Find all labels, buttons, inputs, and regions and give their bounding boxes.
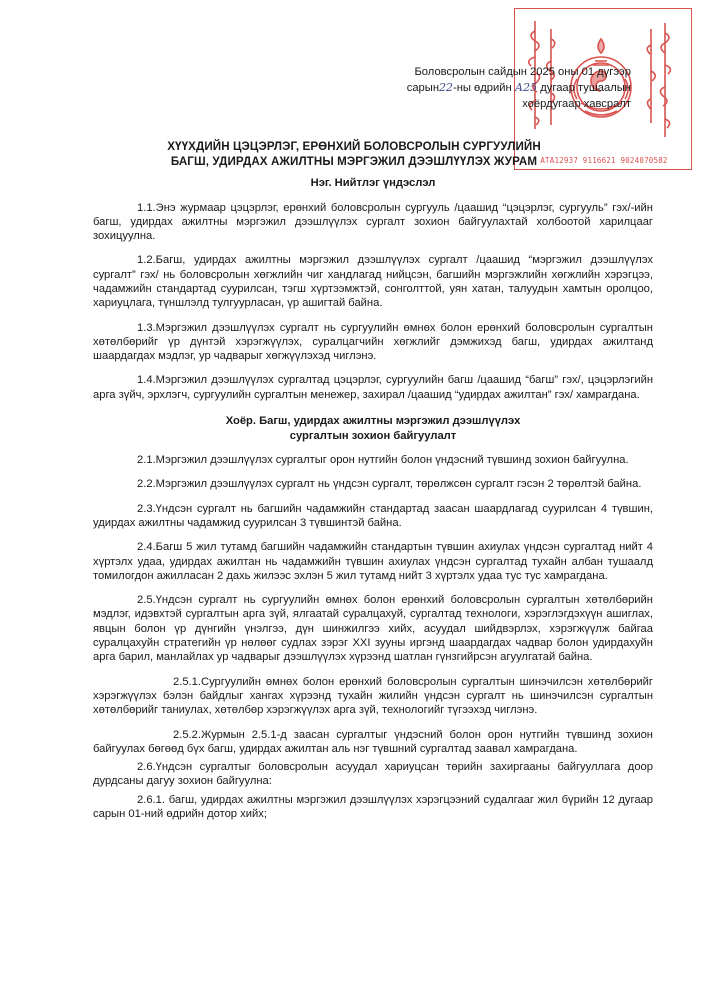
document-title-line1: ХҮҮХДИЙН ЦЭЦЭРЛЭГ, ЕРӨНХИЙ БОЛОВСРОЛЫН СУРГУУЛИЙН (167, 140, 541, 153)
paragraph-1-3: 1.3.Мэргэжил дээшлүүлэх сургалт нь сургуулийн өмнөх болон ерөнхий боловсролын сургалтын хөтөлбөрийг үр дүнтэй хэрэгжүүлэх, суралцагчийн хөгжлийг дэмжихэд багш, удирдах ажилтанд шаардагдах мэдлэг, ур чадварыг хөгжүүлэхэд чиглэнэ. (93, 321, 653, 363)
annex-note-line2 (331, 80, 631, 96)
annex-note-line1: Боловсролын сайдын 2025 оны 01 дүгээр (414, 66, 631, 78)
section-1-heading (93, 176, 653, 191)
section-2-heading-line2: сургалтын зохион байгуулалт (289, 429, 457, 442)
annex-note-line3: хоёрдугаар хавсралт (522, 98, 631, 110)
paragraph-2-5-2: 2.5.2.Журмын 2.5.1-д заасан сургалтыг үндэсний болон орон нутгийн түвшинд зохион байгуулах бөгөөд бүх багш, удирдах ажилтан аль нэг түвшний сургалтад заавал хамрагдана. (93, 728, 653, 755)
annex-note-day-suffix: -ны өдрийн (453, 82, 512, 94)
paragraph-2-5-1: 2.5.1.Сургуулийн өмнөх болон ерөнхий боловсролын сургалтын шинэчилсэн хөтөлбөрийг хэрэгжүүлэх бэлэн байдлыг хангах хүрээнд тухайн жилийн үндсэн сургалт нь шинэчилсэн сургалтын хөтөлбөрийг таниулах, хөтөлбөр хэрэгжүүлэх арга зүй, технологийг түгээхэд чиглэнэ. (93, 675, 653, 717)
paragraph-2-3: 2.3.Үндсэн сургалт нь багшийн чадамжийн стандартад заасан шаардлагад суурилсан 4 түвшин, удирдах ажилтны чадамжид суурилсан 3 түвшинтэй байна. (93, 502, 653, 529)
paragraph-2-6: 2.6.Үндсэн сургалтыг боловсролын асуудал хариуцсан төрийн захиргааны байгууллага доор дурдсаны дагуу зохион байгуулна: (93, 761, 653, 788)
paragraph-2-4: 2.4.Багш 5 жил тутамд багшийн чадамжийн стандартын түвшин ахиулах үндсэн сургалтад нийт 4 хүртэлх удаа, удирдах ажилтан нь чадамжийн түвшин ахиулах үндсэн сургалтад тухайн албан тушаалд томилогдон ажилласан 2 дахь жилээс эхлэн 5 жил тутамд нийт 3 хүртэлх удаа тус тус хамрагдана. (93, 541, 653, 582)
section-2-heading (93, 414, 653, 443)
annex-note-month: сарын (406, 82, 439, 94)
section-2-heading-line1: Хоёр. Багш, удирдах ажилтны мэргэжил дээшлүүлэх (225, 415, 521, 428)
paragraph-2-6-1: 2.6.1. багш, удирдах ажилтны мэргэжил дээшлүүлэх хэрэгцээний судалгааг жил бүрийн 12 дугаар сарын 01-ний өдрийн дотор хийх; (93, 793, 653, 820)
paragraph-2-5: 2.5.Үндсэн сургалт нь сургуулийн өмнөх болон ерөнхий боловсролын сургалтын хөтөлбөрийн мэдлэг, идэвхтэй сургалтын арга зүй, ялгаатай суралцахуй, сургалтад технологи, хэрэглэгдэхүүн ашиглах, явцын болон үр дүнгийн үнэлгээ, дүн шинжилгээ хийх, асуудал шийдвэрлэх, хэрэгжүүлж байгаа суралцахуйн стратегийн үр нөлөөг судлах зэрэг XXI зууны иргэнд шаардагдах чадвар болон удирдахуйн арга барил, манлайлах ур чадварыг дээшлүүлэх хүрээнд шатлан гүнзгийрсэн агуулгатай байна. (93, 594, 653, 664)
handwritten-day: 22 (439, 81, 453, 94)
section-1-heading-text: Нэг. Нийтлэг үндэслэл (310, 177, 436, 189)
paragraph-1-1: 1.1.Энэ журмаар цэцэрлэг, ерөнхий боловсролын сургууль /цаашид “цэцэрлэг, сургууль” гэх/-ийн багш, удирдах ажилтны мэргэжил дээшлүүлэх сургалт зохион байгуулахтай холбоотой харилцааг зохицуулна. (93, 201, 653, 243)
paragraph-2-2: 2.2.Мэргэжил дээшлүүлэх сургалт нь үндсэн сургалт, төрөлжсөн сургалт гэсэн 2 төрөлтэй байна. (137, 478, 642, 491)
annex-note-order-suffix: дугаар тушаалын (540, 82, 631, 94)
paragraph-1-2: 1.2.Багш, удирдах ажилтны мэргэжил дээшлүүлэх сургалт /цаашид “мэргэжил дээшлүүлэх сургалт” гэх/ нь боловсролын хөгжлийн чиг хандлагад нийцсэн, багшийн мэргэжлийн хөгжлийн хэрэгцээ, чадамжийн стандартад суурилсан, тэгш хүртээмжтэй, сонголттой, уян хатан, талуудын хамтын оролцоо, хариуцлага, түншлэлд тулгуурласан, үр ашигтай байна. (93, 254, 653, 310)
handwritten-order-number: А25 (514, 81, 538, 94)
paragraph-1-4: 1.4.Мэргэжил дээшлүүлэх сургалтад цэцэрлэг, сургуулийн багш /цаашид “багш” гэх/, цэцэрлэгийн арга зүйч, эрхлэгч, сургуулийн сургалтын менежер, захирал /цаашид “удирдах ажилтан” гэх/ хамрагдана. (93, 374, 653, 401)
document-body (93, 164, 653, 831)
stamp-number: АТА12937 9116621 9024070582 (540, 156, 668, 165)
document-title-line2: БАГШ, УДИРДАХ АЖИЛТНЫ МЭРГЭЖИЛ ДЭЭШЛҮҮЛЭХ ЖУРАМ (170, 155, 538, 168)
paragraph-2-1: 2.1.Мэргэжил дээшлүүлэх сургалтыг орон нутгийн болон үндэсний түвшинд зохион байгуулна. (137, 454, 629, 467)
annex-note (331, 64, 631, 112)
